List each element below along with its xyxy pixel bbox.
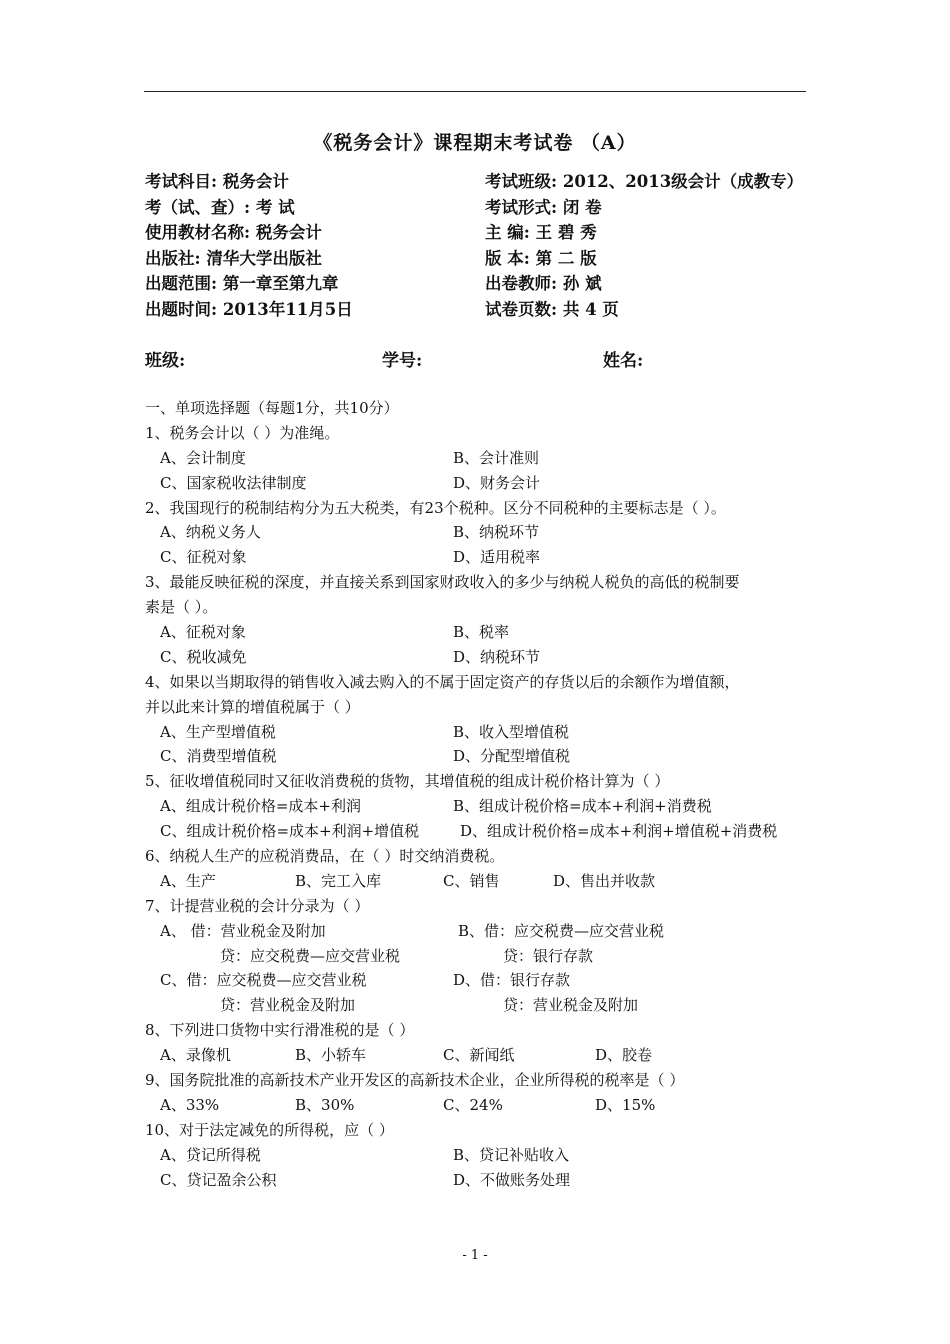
- option-row: [145, 645, 810, 670]
- option: A、33%: [160, 1095, 220, 1114]
- option: B、会计准则: [453, 448, 540, 467]
- option: D、纳税环节: [453, 647, 541, 666]
- question-stem: 4、如果以当期取得的销售收入减去购入的不属于固定资产的存货以后的余额作为增值额，: [145, 672, 740, 691]
- option: A、组成计税价格=成本+利润: [160, 797, 361, 816]
- option: A、生产: [160, 871, 216, 890]
- option: 贷：营业税金及附加: [220, 996, 356, 1015]
- option: C、税收减免: [160, 647, 247, 666]
- info-right: 考试班级: 2012、2013级会计（成教专）: [485, 172, 804, 191]
- option: D、组成计税价格=成本+利润+增值税+消费税: [460, 822, 778, 841]
- option: A、 借：营业税金及附加: [160, 921, 326, 940]
- info-left: 使用教材名称: 税务会计: [145, 223, 322, 242]
- option: D、胶卷: [595, 1046, 653, 1065]
- info-right: 主 编: 王 碧 秀: [485, 223, 597, 242]
- info-left: 出题范围: 第一章至第九章: [145, 274, 339, 293]
- header-rule: [144, 91, 806, 92]
- info-row: [145, 270, 825, 296]
- question-stem: 素是（ ）。: [145, 598, 218, 617]
- option-row: [145, 919, 810, 944]
- option: D、财务会计: [453, 473, 541, 492]
- option: C、组成计税价格=成本+利润+增值税: [160, 822, 420, 841]
- option-row: [145, 720, 810, 745]
- question-stem: 8、下列进口货物中实行滑准税的是（ ）: [145, 1021, 415, 1040]
- question-stem: 3、最能反映征税的深度，并直接关系到国家财政收入的多少与纳税人税负的高低的税制要: [145, 573, 740, 592]
- student-info-row: [145, 346, 805, 372]
- option-row: [145, 944, 810, 969]
- exam-title: 《税务会计》课程期末考试卷 （A）: [313, 132, 637, 154]
- option-row: [145, 968, 810, 993]
- option: D、售出并收款: [553, 871, 656, 890]
- question-stem: 10、对于法定减免的所得税，应（ ）: [145, 1120, 394, 1139]
- option-row: [145, 869, 810, 894]
- option: 贷：银行存款: [503, 946, 594, 965]
- option: A、录像机: [160, 1046, 231, 1065]
- info-row: [145, 168, 825, 194]
- option: 贷：营业税金及附加: [503, 996, 639, 1015]
- option: C、借：应交税费—应交营业税: [160, 971, 367, 990]
- option-row: [145, 1043, 810, 1068]
- option: C、贷记盈余公积: [160, 1170, 277, 1189]
- question-section: [145, 396, 810, 1193]
- option-row: [145, 520, 810, 545]
- option-row: [145, 744, 810, 769]
- option: A、纳税义务人: [160, 523, 261, 542]
- question-stem: 6、纳税人生产的应税消费品，在（ ）时交纳消费税。: [145, 847, 505, 866]
- question-stem: 2、我国现行的税制结构分为五大税类，有23个税种。区分不同税种的主要标志是（ ）。: [145, 498, 726, 517]
- info-right: 出卷教师: 孙 斌: [485, 274, 602, 293]
- option-row: [145, 620, 810, 645]
- option: A、会计制度: [160, 448, 246, 467]
- option: B、30%: [295, 1095, 355, 1114]
- option: A、生产型增值税: [160, 722, 276, 741]
- question-stem: 7、计提营业税的会计分录为（ ）: [145, 896, 370, 915]
- option: A、贷记所得税: [160, 1145, 261, 1164]
- option: B、贷记补贴收入: [453, 1145, 570, 1164]
- option: C、征税对象: [160, 548, 247, 567]
- option: C、新闻纸: [443, 1046, 515, 1065]
- option-row: [145, 1093, 810, 1118]
- option: D、借：银行存款: [453, 971, 571, 990]
- info-row: [145, 219, 825, 245]
- option: B、纳税环节: [453, 523, 540, 542]
- option-row: [145, 794, 810, 819]
- option: D、适用税率: [453, 548, 541, 567]
- page-number: - 1 -: [462, 1248, 488, 1263]
- question-stem: 1、税务会计以（ ）为准绳。: [145, 423, 340, 442]
- info-right: 版 本: 第 二 版: [485, 248, 597, 268]
- exam-info-block: [145, 168, 825, 321]
- info-row: [145, 245, 825, 271]
- option: 贷：应交税费—应交营业税: [220, 946, 401, 965]
- option-row: [145, 545, 810, 570]
- info-row: [145, 296, 825, 322]
- option-row: [145, 819, 810, 844]
- option: B、借：应交税费—应交营业税: [458, 921, 665, 940]
- option: D、15%: [595, 1095, 656, 1114]
- option: D、不做账务处理: [453, 1170, 571, 1189]
- option: B、完工入库: [295, 871, 382, 890]
- option: D、分配型增值税: [453, 747, 571, 766]
- info-left: 考试科目: 税务会计: [145, 172, 289, 191]
- option: B、组成计税价格=成本+利润+消费税: [453, 797, 712, 816]
- option-row: [145, 446, 810, 471]
- question-stem: 5、征收增值税同时又征收消费税的货物，其增值税的组成计税价格计算为（ ）: [145, 772, 670, 791]
- option: B、小轿车: [295, 1046, 367, 1065]
- option: B、税率: [453, 623, 510, 642]
- student-id-label: 学号:: [382, 351, 423, 371]
- option-row: [145, 993, 810, 1018]
- option-row: [145, 471, 810, 496]
- question-stem: 并以此来计算的增值税属于（ ）: [145, 697, 360, 716]
- info-right: 考试形式: 闭 卷: [485, 197, 602, 217]
- info-row: [145, 194, 825, 220]
- section-title: 一、单项选择题（每题1分，共10分）: [145, 399, 399, 417]
- option-row: [145, 1143, 810, 1168]
- option: C、销售: [443, 871, 500, 890]
- info-left: 出版社: 清华大学出版社: [145, 248, 322, 268]
- option: C、24%: [443, 1095, 503, 1114]
- option-row: [145, 1168, 810, 1193]
- option: A、征税对象: [160, 623, 246, 642]
- option: C、消费型增值税: [160, 747, 277, 766]
- info-left: 出题时间: 2013年11月5日: [145, 299, 353, 319]
- question-stem: 9、国务院批准的高新技术产业开发区的高新技术企业，企业所得税的税率是（ ）: [145, 1071, 685, 1090]
- option: C、国家税收法律制度: [160, 473, 307, 492]
- info-right: 试卷页数: 共 4 页: [485, 299, 619, 319]
- student-name-label: 姓名:: [603, 351, 644, 371]
- class-label: 班级:: [145, 351, 186, 371]
- option: B、收入型增值税: [453, 722, 570, 741]
- info-left: 考（试、查）: 考 试: [145, 197, 295, 217]
